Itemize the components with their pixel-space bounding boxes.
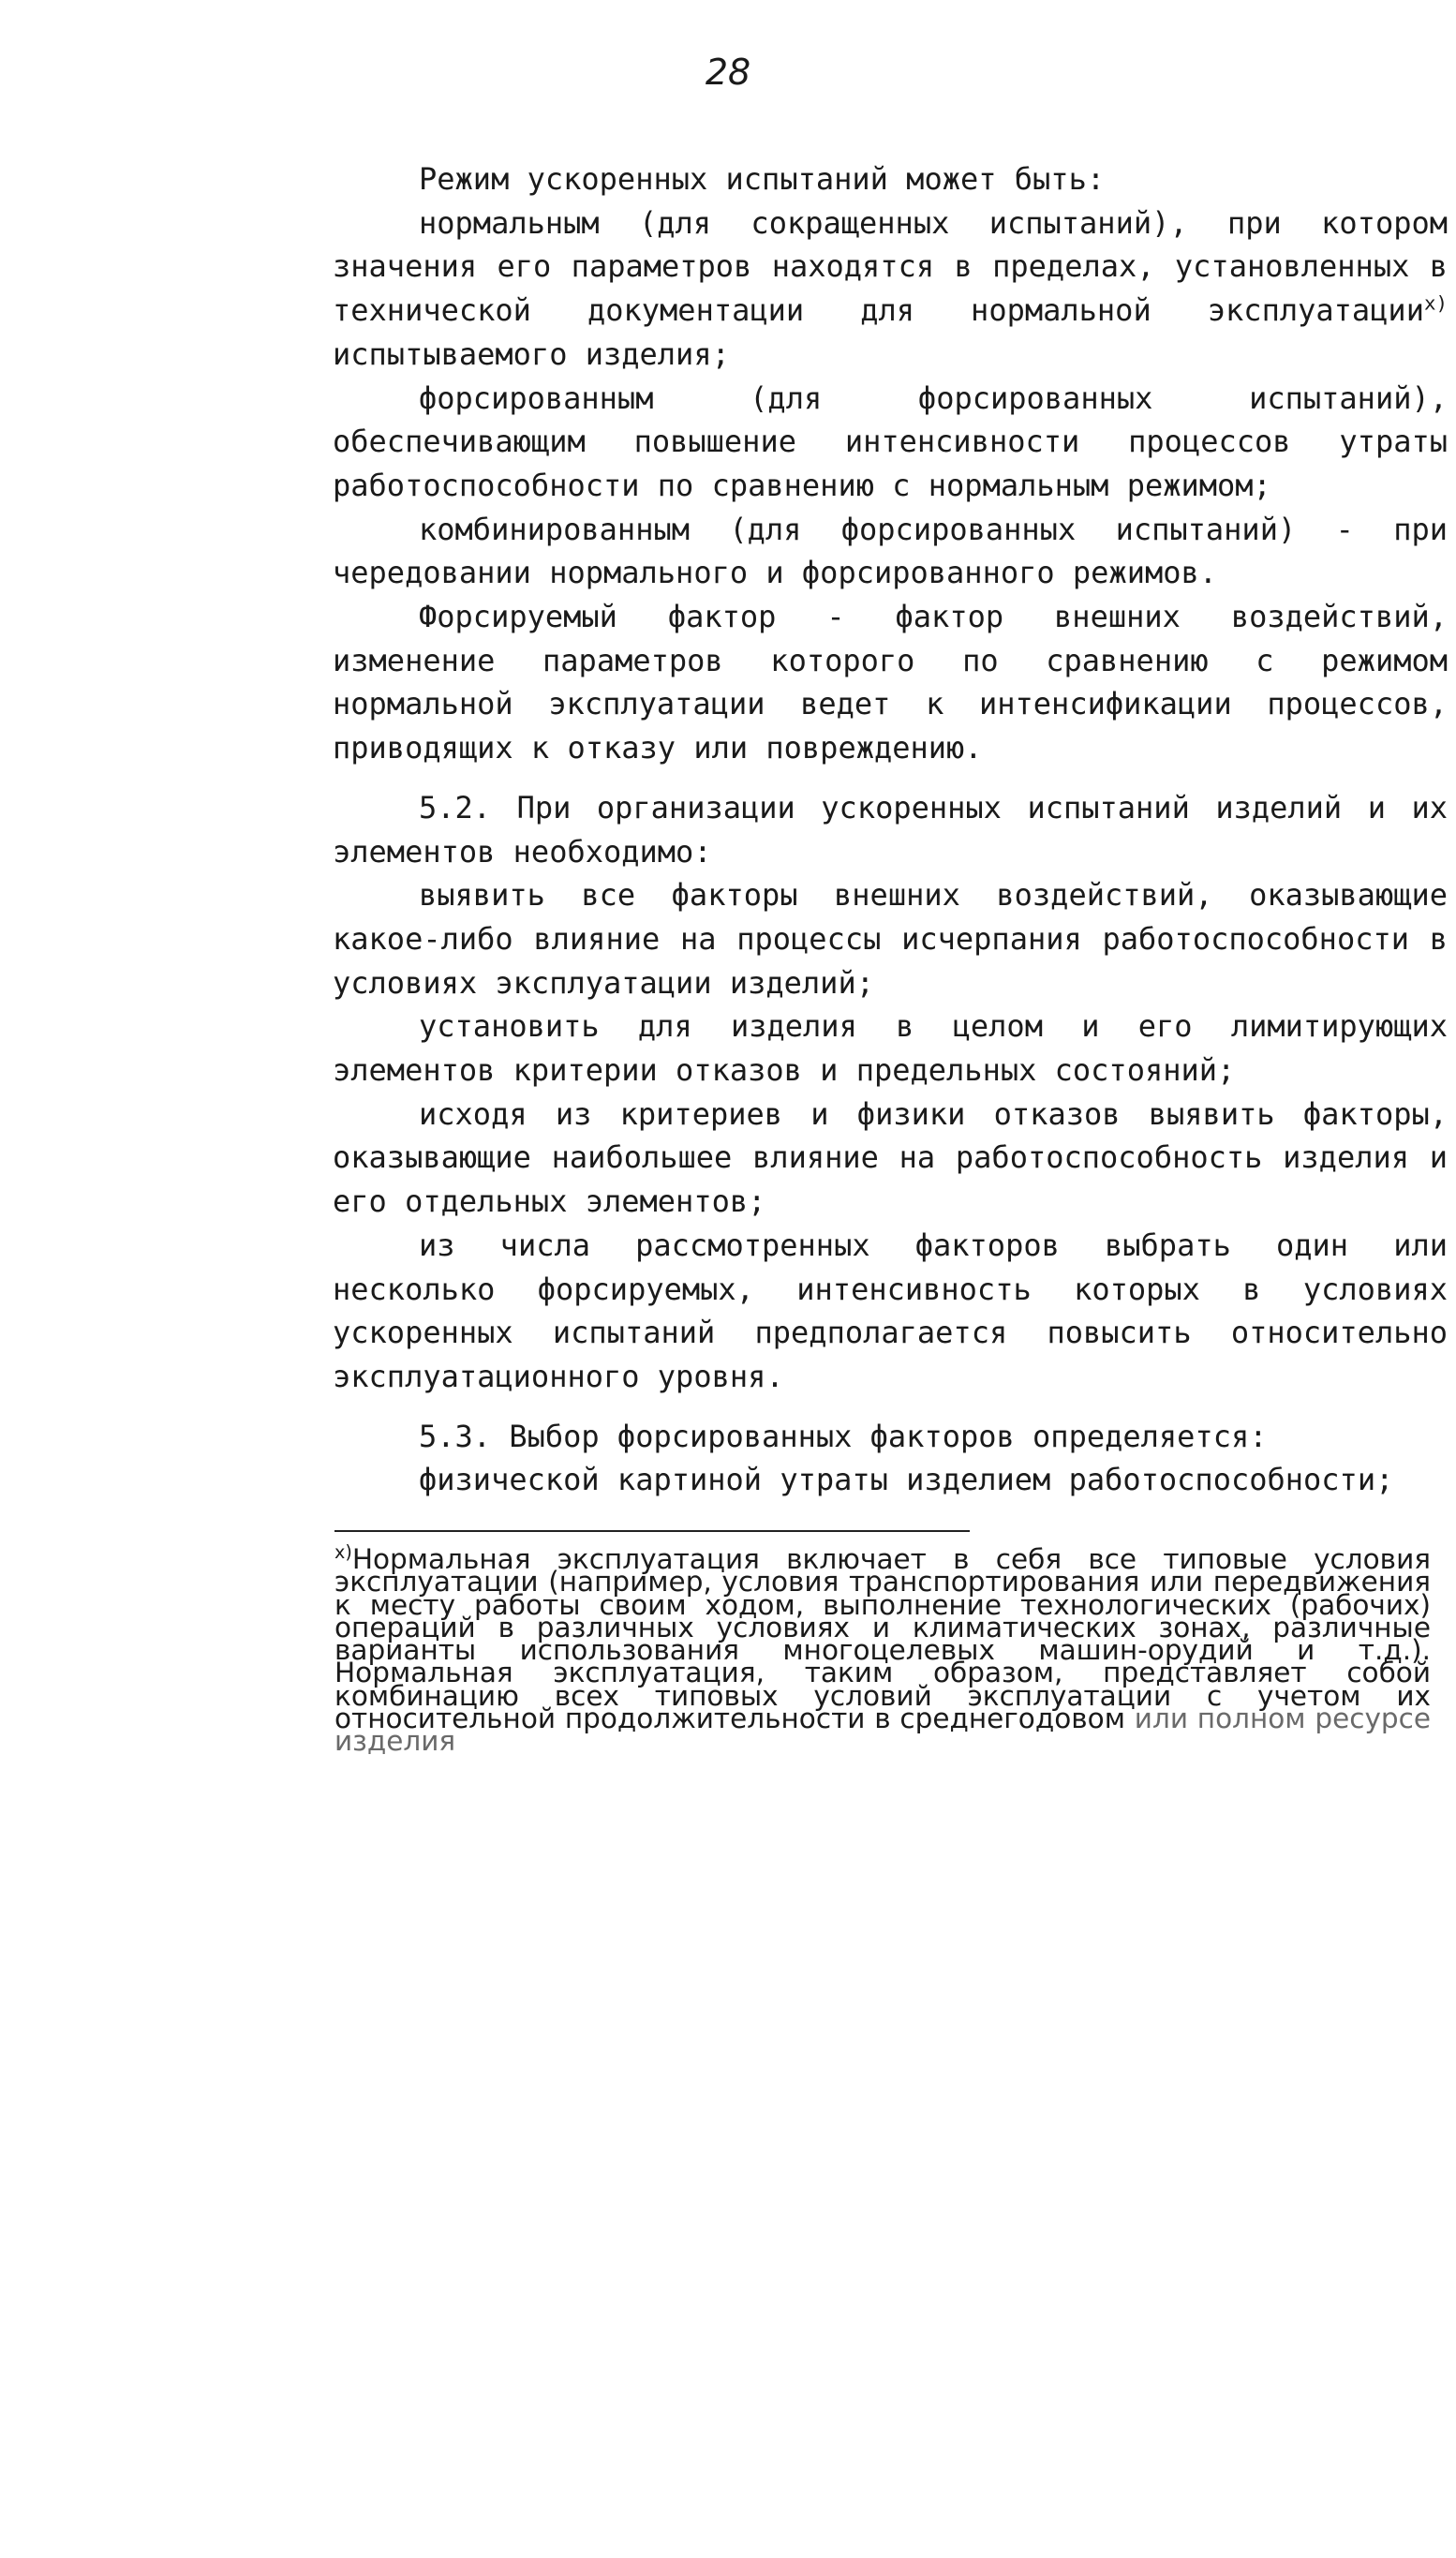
- paragraph-normal-mode-tail: испытываемого изделия;: [333, 335, 730, 372]
- footnote-mark: x): [334, 1541, 352, 1564]
- footnote-tail: или полном ресурсе изделия: [334, 1703, 1431, 1758]
- paragraph-regime-intro: Режим ускоренных испытаний может быть:: [419, 161, 1106, 197]
- list-item-select-factors: из числа рассмотренных факторов выбрать один или несколько форсируемых, интенсивность которых в условиях ускоренных испытаний предполагается повысить относительно эксплуатационного уровня.: [333, 1227, 1448, 1394]
- paragraph-forced-factor: Форсируемый фактор - фактор внешних воздействий, изменение параметров которого по сравнению с режимом нормальной эксплуатации ведет к интенсификации процессов, приводящих к отказу или повреждению.: [333, 599, 1448, 766]
- list-item-physical-picture: физической картиной утраты изделием работоспособности;: [419, 1462, 1394, 1498]
- paragraph-section-5-2: 5.2. При организации ускоренных испытаний изделий и их элементов необходимо:: [333, 789, 1448, 870]
- list-item-identify-factors: выявить все факторы внешних воздействий, оказывающие какое-либо влияние на процессы исчерпания работоспособности в условиях эксплуатации изделий;: [333, 877, 1448, 1001]
- list-item-main-factors: исходя из критериев и физики отказов выявить факторы, оказывающие наибольшее влияние на работоспособность изделия и его отдельных элементов;: [333, 1095, 1448, 1220]
- footnote: [334, 1541, 1431, 1758]
- paragraph-normal-mode: [333, 201, 1448, 377]
- paragraph-combined-mode: комбинированным (для форсированных испытаний) - при чередовании нормального и форсированного режимов.: [333, 511, 1448, 591]
- paragraph-forced-mode: форсированным (для форсированных испытаний), обеспечивающим повышение интенсивности процессов утраты работоспособности по сравнению с нормальным режимом;: [333, 379, 1448, 503]
- page-number: 28: [705, 52, 751, 93]
- list-item-failure-criteria: установить для изделия в целом и его лимитирующих элементов критерии отказов и предельных состояний;: [333, 1008, 1448, 1089]
- body-text: [333, 157, 1448, 1502]
- paragraph-normal-mode-text: нормальным (для сокращенных испытаний), при котором значения его параметров находятся в пределах, установленных в технической документации для нормальной эксплуатации: [333, 204, 1448, 329]
- footnote-text: Нормальная эксплуатация включает в себя все типовые условия эксплуатации (например, условия транспортирования или передвижения к месту работы своим ходом, выполнение технологических (рабочих) операций в различных условиях и климатических зонах, различные варианты использования многоцелевых машин-орудий и т.д.). Нормальная эксплуатация, таким образом, представляет собой комбинацию всех типовых условий эксплуатации с учетом их относительной продолжительности в среднегодовом: [334, 1543, 1431, 1735]
- paragraph-section-5-3: 5.3. Выбор форсированных факторов определяется:: [419, 1418, 1268, 1454]
- footnote-reference: x): [1423, 291, 1448, 315]
- footnote-divider: [334, 1530, 970, 1532]
